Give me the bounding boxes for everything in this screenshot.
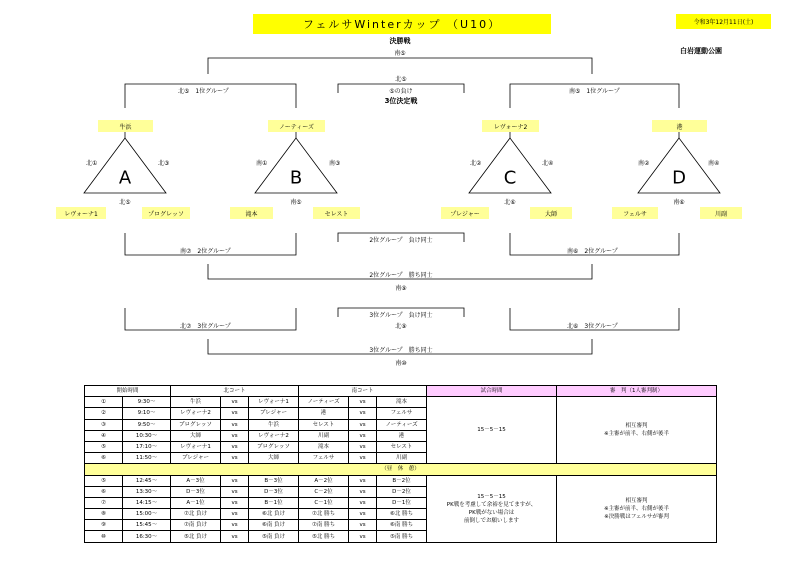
north-team-1: ⑦北 負け <box>171 509 221 520</box>
vs-label: vs <box>349 475 377 486</box>
pm-duration-note: 前倒しでお願いします <box>464 517 520 524</box>
north-team-1: 牛浜 <box>171 397 221 408</box>
match-time: 9:10〜 <box>123 408 171 419</box>
south-team-1: 滝本 <box>299 441 349 452</box>
vs-label: vs <box>349 509 377 520</box>
match-no: ② <box>85 408 123 419</box>
match-no: ⑥ <box>85 453 123 464</box>
south-team-2: ⑥北 勝ち <box>377 509 427 520</box>
pm-referee-line: 相互審判 <box>625 497 648 504</box>
second-winners-court: 南⑨ <box>395 285 407 292</box>
final-court: 南⑤ <box>394 50 406 57</box>
team-a-right: プログレッソ <box>142 207 190 219</box>
group-a-letter: A <box>118 167 132 189</box>
vs-label: vs <box>221 430 249 441</box>
south-team-2: D－1位 <box>377 497 427 508</box>
south-team-2: D－2位 <box>377 486 427 497</box>
venue-label: 白岩運動公園 <box>680 47 722 55</box>
match-time: 13:30〜 <box>123 486 171 497</box>
match-no: ③ <box>85 419 123 430</box>
north-team-2: 大師 <box>249 453 299 464</box>
north-team-1: A－3位 <box>171 475 221 486</box>
north-team-2: プログレッソ <box>249 441 299 452</box>
match-time: 12:45〜 <box>123 475 171 486</box>
south-team-1: ノーティーズ <box>299 397 349 408</box>
third-court: 北⑤ <box>395 76 407 83</box>
team-d-right: 川副 <box>700 207 742 219</box>
match-time: 11:50〜 <box>123 453 171 464</box>
left-third-group: 北⑦ 3位グループ <box>180 323 231 330</box>
third-sub: ⑤の負け <box>389 88 413 95</box>
group-d-left-court: 南② <box>638 160 650 167</box>
third-losers-court: 北⑨ <box>395 323 407 330</box>
pm-referee <box>557 475 717 542</box>
group-b-left-court: 南① <box>256 160 268 167</box>
team-a-left: レヴォーナ1 <box>56 207 106 219</box>
north-team-2: レヴォーナ2 <box>249 430 299 441</box>
north-team-1: ⑦南 負け <box>171 520 221 531</box>
south-team-1: A－2位 <box>299 475 349 486</box>
south-team-1: ⑦南 勝ち <box>299 520 349 531</box>
third-losers-label: 3位グループ 負け同士 <box>369 312 433 319</box>
vs-label: vs <box>349 419 377 430</box>
south-team-2: ノーティーズ <box>377 419 427 430</box>
vs-label: vs <box>349 497 377 508</box>
north-team-1: レヴォーナ1 <box>171 441 221 452</box>
north-team-2: B－3位 <box>249 475 299 486</box>
north-team-1: プログレッソ <box>171 419 221 430</box>
north-team-1: 大師 <box>171 430 221 441</box>
left-second-group: 南⑦ 2位グループ <box>180 248 231 255</box>
north-team-2: ⑤南 負け <box>249 531 299 542</box>
south-team-1: C－1位 <box>299 497 349 508</box>
match-no: ⑦ <box>85 497 123 508</box>
vs-label: vs <box>349 408 377 419</box>
second-losers-label: 2位グループ 負け同士 <box>369 237 433 244</box>
right-third-group: 北⑥ 3位グループ <box>567 323 618 330</box>
vs-label: vs <box>221 497 249 508</box>
north-team-2: 牛浜 <box>249 419 299 430</box>
vs-label: vs <box>349 397 377 408</box>
vs-label: vs <box>221 531 249 542</box>
group-b-letter: B <box>289 167 303 189</box>
match-time: 10:30〜 <box>123 430 171 441</box>
team-d-left: フェルサ <box>612 207 658 219</box>
group-d-bottom-court: 南⑥ <box>673 199 685 206</box>
page-title: フェルサWinterカップ （U10） <box>253 14 551 34</box>
match-time: 9:30〜 <box>123 397 171 408</box>
match-time: 15:45〜 <box>123 520 171 531</box>
vs-label: vs <box>221 419 249 430</box>
north-team-2: プレジャー <box>249 408 299 419</box>
vs-label: vs <box>349 430 377 441</box>
am-referee-note: ※主審が前半、右側が後半 <box>603 431 670 438</box>
am-referee-line: 相互審判 <box>625 423 648 430</box>
am-duration: 15－5－15 <box>427 397 557 464</box>
match-time: 16:30〜 <box>123 531 171 542</box>
group-c-left-court: 北② <box>470 160 482 167</box>
north-team-1: D－3位 <box>171 486 221 497</box>
south-team-2: 港 <box>377 430 427 441</box>
right-second-group: 南⑥ 2位グループ <box>567 248 618 255</box>
right-first-group: 南⑤ 1位グループ <box>569 88 620 95</box>
team-d-top: 港 <box>652 120 707 132</box>
south-team-2: ⑥南 勝ち <box>377 520 427 531</box>
south-team-1: ⑦北 勝ち <box>299 509 349 520</box>
vs-label: vs <box>221 453 249 464</box>
south-team-1: ⑤北 勝ち <box>299 531 349 542</box>
header-north: 北コート <box>171 386 299 397</box>
group-a-right-court: 北③ <box>158 160 170 167</box>
north-team-2: ⑥南 負け <box>249 520 299 531</box>
header-referee: 審 判（1人審判制） <box>557 386 717 397</box>
pm-duration-note: PK戦を考慮して余裕を見てますが、 <box>446 501 537 508</box>
vs-label: vs <box>221 520 249 531</box>
north-team-1: ⑤北 負け <box>171 531 221 542</box>
match-time: 17:10〜 <box>123 441 171 452</box>
left-first-group: 北⑤ 1位グループ <box>178 88 229 95</box>
match-no: ⑥ <box>85 486 123 497</box>
third-winners-label: 3位グループ 勝ち同士 <box>369 347 433 354</box>
vs-label: vs <box>221 475 249 486</box>
pm-referee-note: ※決勝戦はフェルサが審判 <box>604 513 669 520</box>
north-team-2: B－1位 <box>249 497 299 508</box>
match-no: ⑩ <box>85 531 123 542</box>
third-place-title: 3位決定戦 <box>384 97 418 105</box>
south-team-2: 滝本 <box>377 397 427 408</box>
match-no: ① <box>85 397 123 408</box>
group-b-right-court: 南③ <box>329 160 341 167</box>
group-c-right-court: 北④ <box>542 160 554 167</box>
vs-label: vs <box>221 509 249 520</box>
south-team-2: フェルサ <box>377 408 427 419</box>
header-time: 開始時間 <box>85 386 171 397</box>
vs-label: vs <box>349 486 377 497</box>
south-team-2: B－2位 <box>377 475 427 486</box>
event-date: 令和3年12月11日(土) <box>676 14 771 29</box>
vs-label: vs <box>349 441 377 452</box>
south-team-1: 港 <box>299 408 349 419</box>
south-team-1: C－2位 <box>299 486 349 497</box>
north-team-1: A－1位 <box>171 497 221 508</box>
group-d-letter: D <box>672 167 686 189</box>
match-no: ⑤ <box>85 475 123 486</box>
group-b-bottom-court: 南⑤ <box>290 199 302 206</box>
pm-duration-line: 15－5－15 <box>477 493 506 500</box>
pm-referee-note: ※主審が前半、右側が後半 <box>603 505 670 512</box>
lunch-break-label: （昼 休 憩） <box>85 464 717 475</box>
table-row <box>85 397 717 408</box>
team-b-left: 滝本 <box>230 207 273 219</box>
team-b-top: ノーティーズ <box>268 120 325 132</box>
third-winners-court: 南⑩ <box>395 360 407 367</box>
pm-duration-note: PK戦がない場合は <box>468 509 515 516</box>
north-team-2: ⑥北 負け <box>249 509 299 520</box>
south-team-2: 川副 <box>377 453 427 464</box>
south-team-1: フェルサ <box>299 453 349 464</box>
match-no: ⑨ <box>85 520 123 531</box>
south-team-1: 川副 <box>299 430 349 441</box>
south-team-2: セレスト <box>377 441 427 452</box>
match-time: 14:15〜 <box>123 497 171 508</box>
match-no: ④ <box>85 430 123 441</box>
group-d-right-court: 南④ <box>708 160 720 167</box>
am-referee <box>557 397 717 464</box>
team-c-right: 大師 <box>530 207 572 219</box>
north-team-1: レヴォーナ2 <box>171 408 221 419</box>
vs-label: vs <box>221 408 249 419</box>
match-time: 15:00〜 <box>123 509 171 520</box>
team-a-top: 牛浜 <box>98 120 153 132</box>
vs-label: vs <box>221 441 249 452</box>
vs-label: vs <box>349 531 377 542</box>
schedule-table <box>84 385 717 543</box>
pm-duration <box>427 475 557 542</box>
schedule-header-row <box>85 386 717 397</box>
north-team-2: レヴォーナ1 <box>249 397 299 408</box>
south-team-1: セレスト <box>299 419 349 430</box>
table-row <box>85 475 717 486</box>
vs-label: vs <box>349 520 377 531</box>
lunch-break-row <box>85 464 717 475</box>
final-title: 決勝戦 <box>389 37 411 45</box>
south-team-2: ⑤南 勝ち <box>377 531 427 542</box>
group-c-bottom-court: 北⑥ <box>504 199 516 206</box>
header-south: 南コート <box>299 386 427 397</box>
group-a-left-court: 北① <box>86 160 98 167</box>
vs-label: vs <box>221 486 249 497</box>
team-c-left: プレジャー <box>441 207 489 219</box>
header-duration: 試合時間 <box>427 386 557 397</box>
match-time: 9:50〜 <box>123 419 171 430</box>
group-c-letter: C <box>503 167 517 189</box>
north-team-2: D－3位 <box>249 486 299 497</box>
team-b-right: セレスト <box>313 207 360 219</box>
north-team-1: プレジャー <box>171 453 221 464</box>
group-a-bottom-court: 北⑤ <box>119 199 131 206</box>
match-no: ⑧ <box>85 509 123 520</box>
team-c-top: レヴォーナ2 <box>482 120 539 132</box>
vs-label: vs <box>221 397 249 408</box>
vs-label: vs <box>349 453 377 464</box>
second-winners-label: 2位グループ 勝ち同士 <box>369 272 433 279</box>
match-no: ⑤ <box>85 441 123 452</box>
